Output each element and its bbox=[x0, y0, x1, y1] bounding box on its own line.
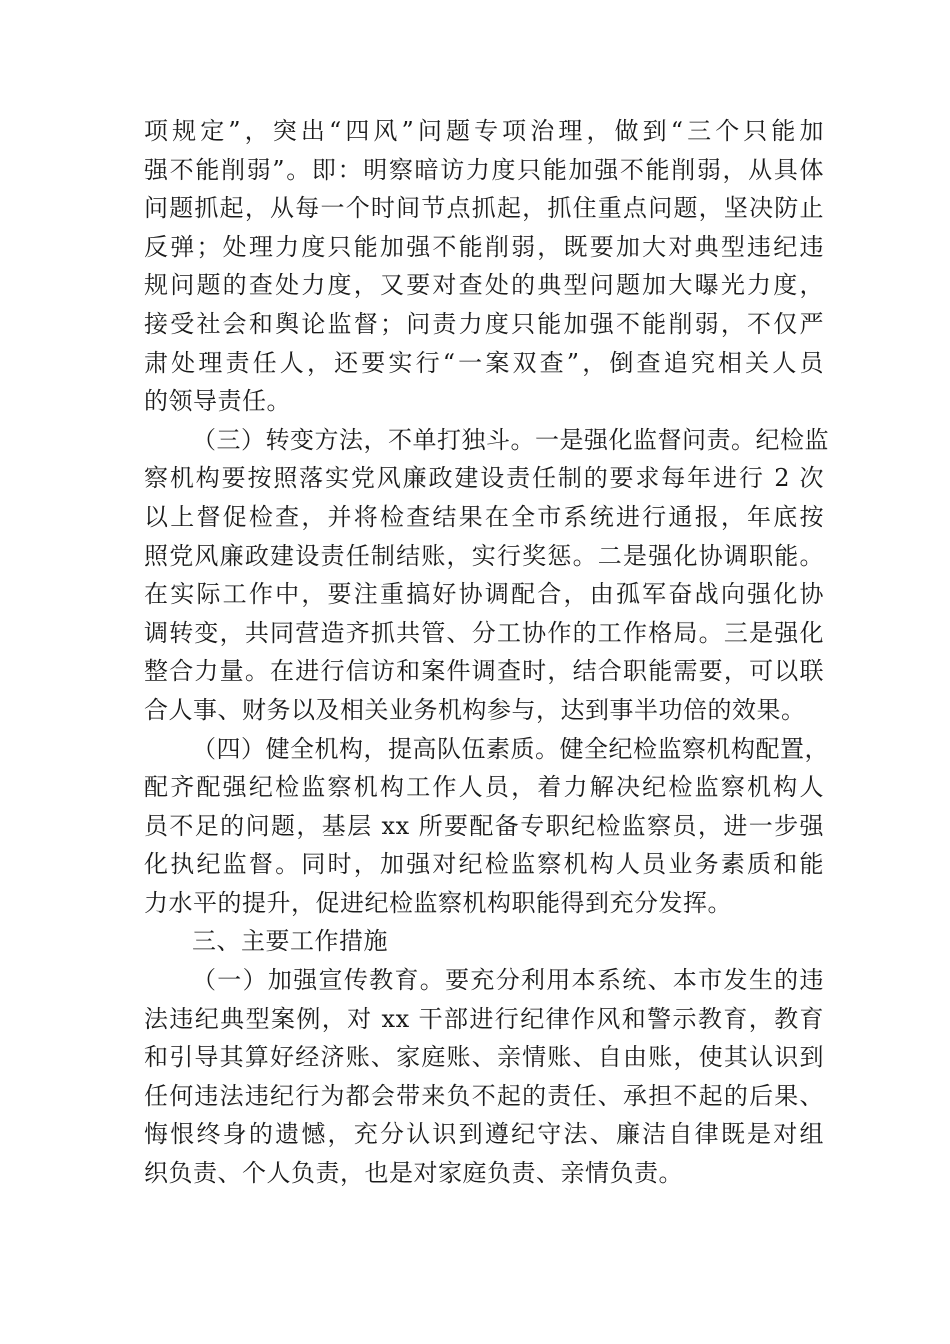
text-line: 员不足的问题，基层 xx 所要配备专职纪检监察员，进一步强 bbox=[144, 811, 824, 840]
text-line: 三、主要工作措施 bbox=[192, 927, 388, 956]
text-line: 在实际工作中，要注重搞好协调配合，由孤军奋战向强化协 bbox=[144, 580, 824, 609]
text-line: 反弹；处理力度只能加强不能削弱，既要加大对典型违纪违 bbox=[144, 232, 824, 261]
text-line: 规问题的查处力度，又要对查处的典型问题加大曝光力度， bbox=[144, 271, 824, 300]
text-line: 整合力量。在进行信访和案件调查时，结合职能需要，可以联 bbox=[144, 657, 824, 686]
text-line: 化执纪监督。同时，加强对纪检监察机构人员业务素质和能 bbox=[144, 850, 824, 879]
text-line: 合人事、财务以及相关业务机构参与，达到事半功倍的效果。 bbox=[144, 695, 806, 724]
text-line: （一）加强宣传教育。要充分利用本系统、本市发生的违 bbox=[192, 966, 824, 995]
text-line: 察机构要按照落实党风廉政建设责任制的要求每年进行 2 次 bbox=[144, 464, 824, 493]
text-line: 强不能削弱”。即：明察暗访力度只能加强不能削弱，从具体 bbox=[144, 155, 824, 184]
text-line: 织负责、个人负责，也是对家庭负责、亲情负责。 bbox=[144, 1159, 683, 1188]
text-line: 肃处理责任人，还要实行“一案双查”，倒查追究相关人员 bbox=[144, 348, 824, 377]
text-line: 力水平的提升，促进纪检监察机构职能得到充分发挥。 bbox=[144, 888, 732, 917]
text-line: 项规定”，突出“四风”问题专项治理，做到“三个只能加 bbox=[144, 117, 824, 145]
text-line: 任何违法违纪行为都会带来负不起的责任、承担不起的后果、 bbox=[144, 1081, 824, 1110]
text-line: 和引导其算好经济账、家庭账、亲情账、自由账，使其认识到 bbox=[144, 1043, 824, 1072]
document-body bbox=[144, 112, 829, 1193]
text-line: 问题抓起，从每一个时间节点抓起，抓住重点问题，坚决防止 bbox=[144, 194, 824, 223]
text-line: （四）健全机构，提高队伍素质。健全纪检监察机构配置， bbox=[192, 734, 829, 763]
text-line: 接受社会和舆论监督；问责力度只能加强不能削弱，不仅严 bbox=[144, 309, 824, 338]
text-line: 的领导责任。 bbox=[144, 387, 291, 416]
text-line: 配齐配强纪检监察机构工作人员，着力解决纪检监察机构人 bbox=[144, 773, 824, 802]
text-line: （三）转变方法，不单打独斗。一是强化监督问责。纪检监 bbox=[192, 425, 829, 454]
text-line: 法违纪典型案例，对 xx 干部进行纪律作风和警示教育，教育 bbox=[144, 1004, 824, 1033]
text-line: 调转变，共同营造齐抓共管、分工协作的工作格局。三是强化 bbox=[144, 618, 824, 647]
text-line: 照党风廉政建设责任制结账，实行奖惩。二是强化协调职能。 bbox=[144, 541, 824, 570]
text-line: 悔恨终身的遗憾，充分认识到遵纪守法、廉洁自律既是对组 bbox=[144, 1120, 824, 1149]
text-line: 以上督促检查，并将检查结果在全市系统进行通报，年底按 bbox=[144, 502, 824, 531]
